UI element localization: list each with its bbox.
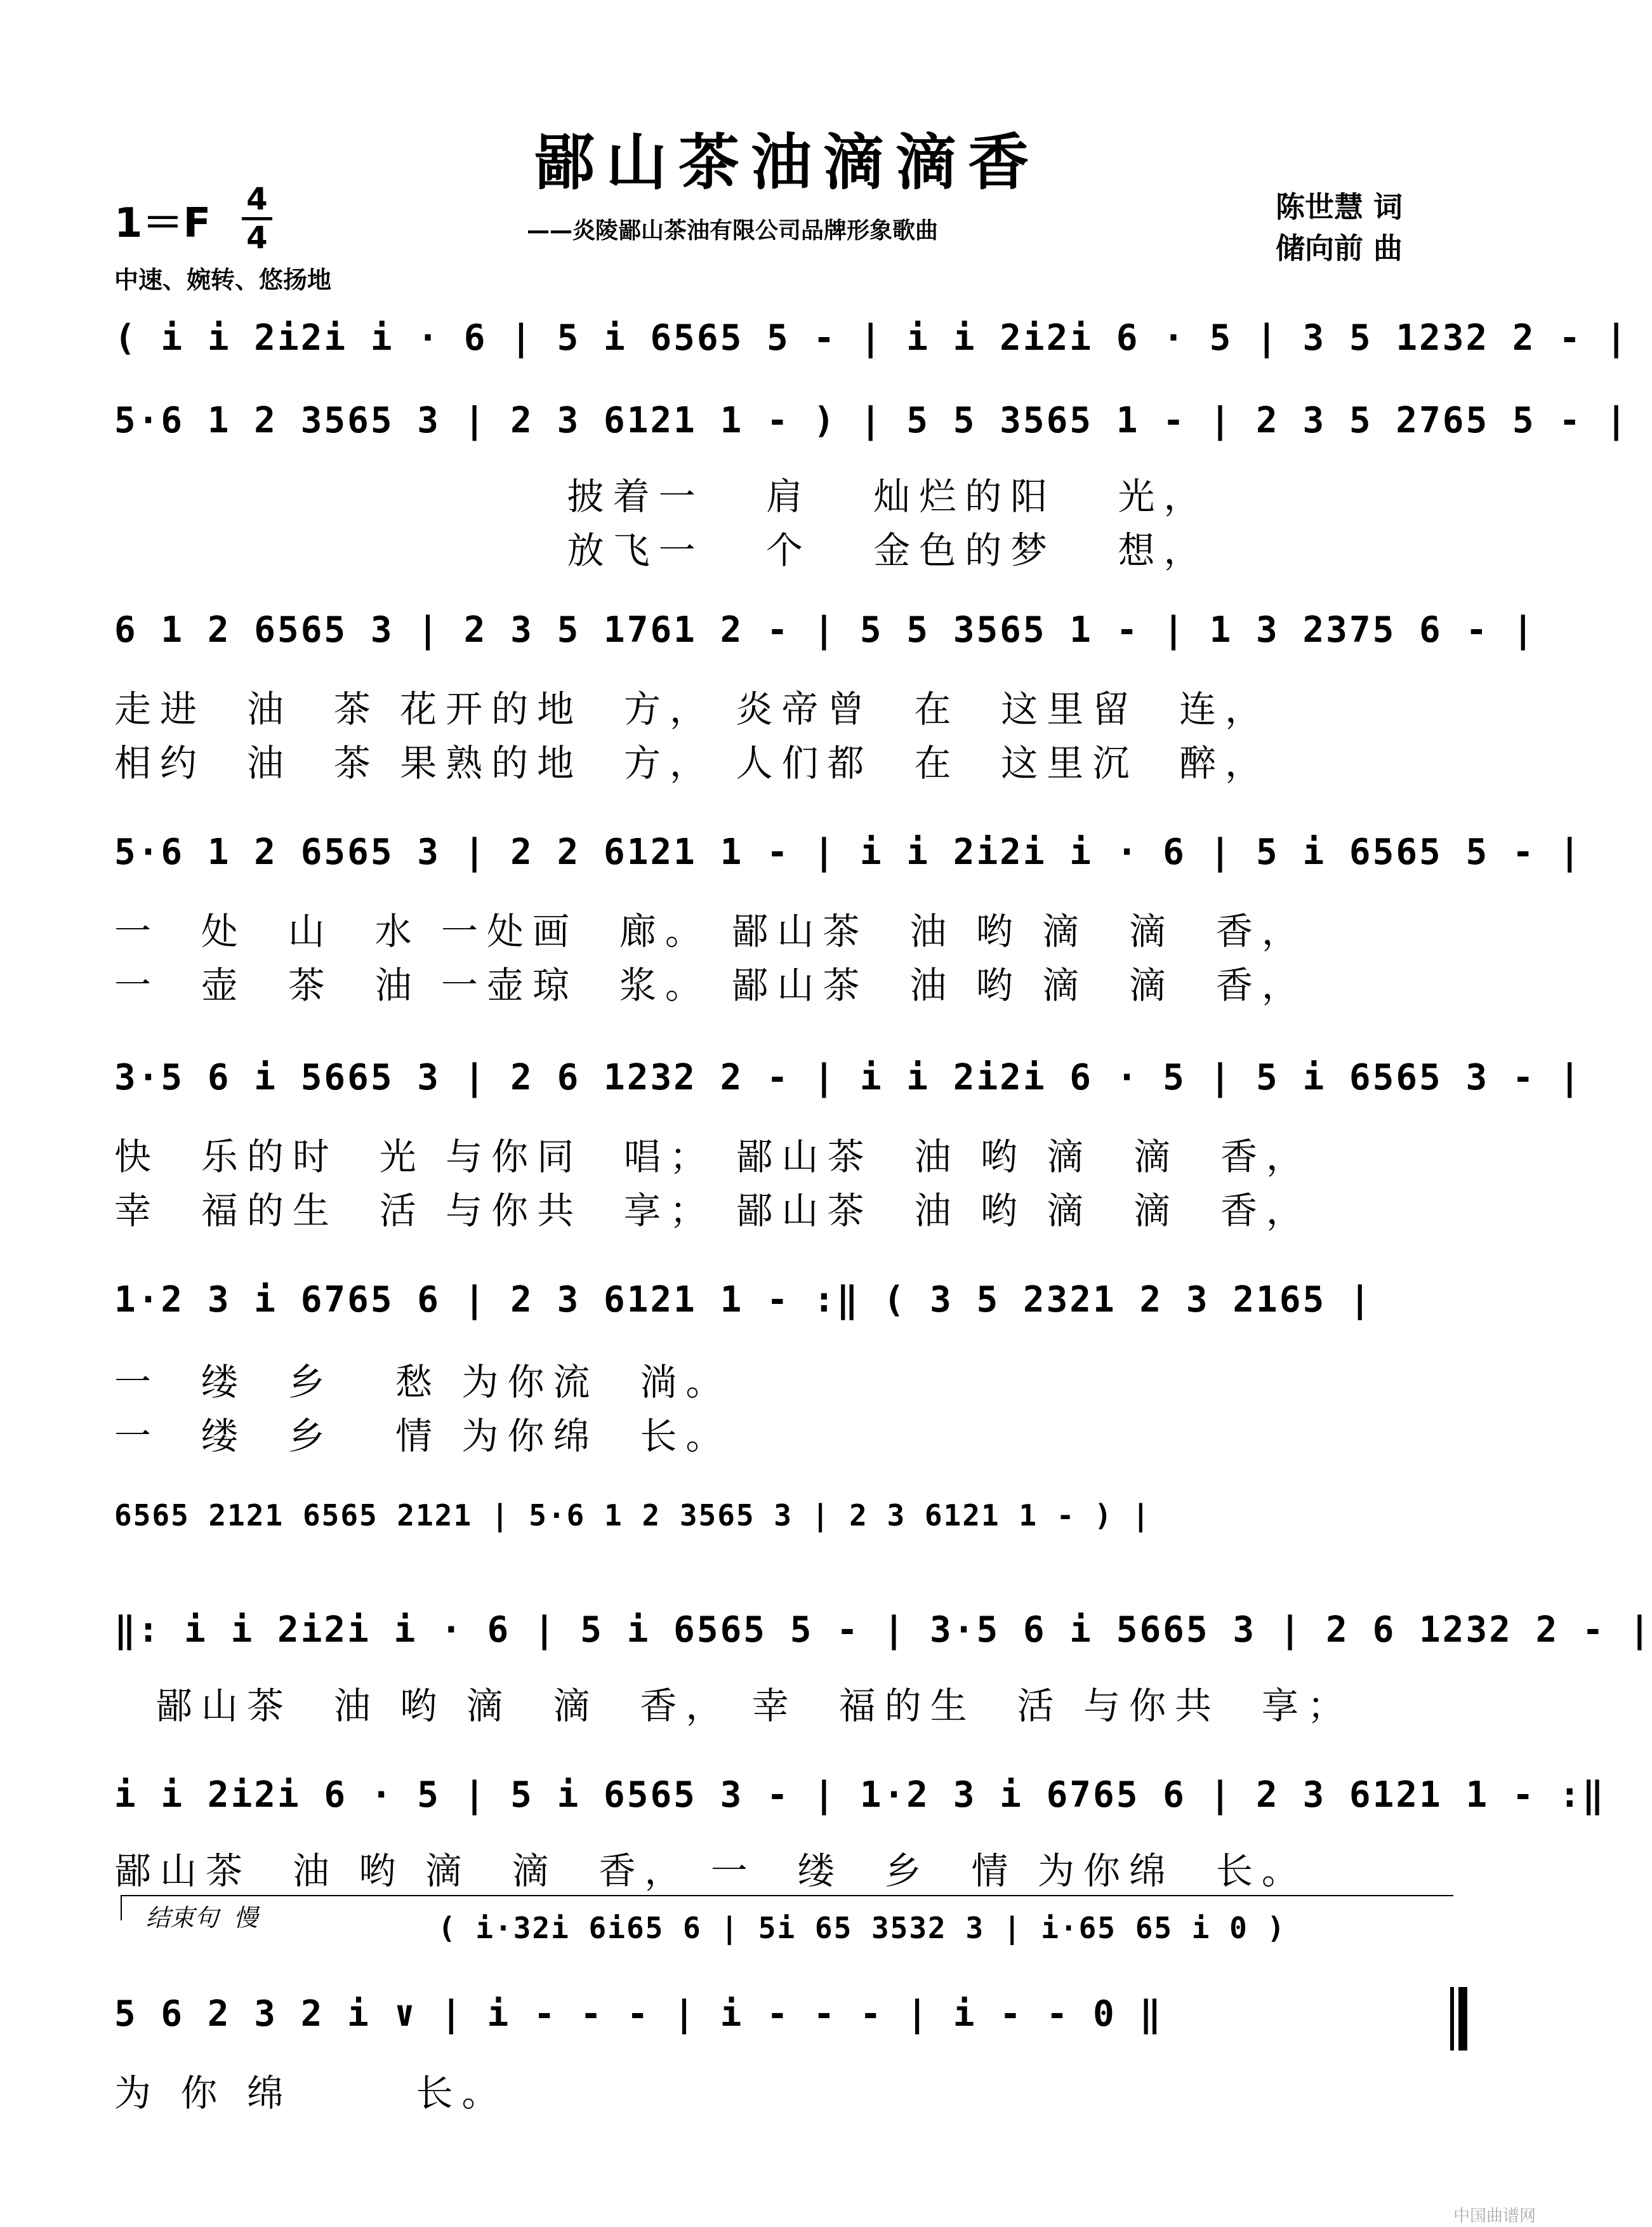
lyric-line-6b: 一 缕 乡 情 为你绵 长。 xyxy=(114,1414,732,1458)
watermark: 中国曲谱网 xyxy=(1453,2207,1536,2226)
time-top: 4 xyxy=(246,182,268,217)
lyric-line-2b: 放飞一 个 金色的梦 想， xyxy=(114,529,1210,572)
score-line-3: 6 1 2 6565 3 | 2 3 5 1761 2 - | 5 5 3565 1 - | 1 3 2375 6 - | xyxy=(114,609,1536,651)
coda-lyrics: 为 你 绵 长。 xyxy=(114,2071,508,2115)
score-line-7: 6565 2121 6565 2121 | 5·6 1 2 3565 3 | 2 3 6121 1 - ) | xyxy=(114,1498,1151,1532)
coda-notes: 5 6 2 3 2 i ∨ | i - - - | i - - - | i - - 0 ‖ xyxy=(114,1993,1163,2035)
key-signature: 1＝F xyxy=(114,200,211,247)
time-bottom: 4 xyxy=(246,220,268,256)
score-line-5: 3·5 6 i 5665 3 | 2 6 1232 2 - | i i 2i2i 6 · 5 | 5 i 6565 3 - | xyxy=(114,1057,1583,1098)
coda-bracket-tick xyxy=(121,1895,122,1920)
lyric-line-3b: 相约 油 茶 果熟的地 方， 人们都 在 这里沉 醉， xyxy=(114,741,1271,785)
lyric-line-4b: 一 壶 茶 油 一壶琼 浆。 鄙山茶 油 哟 滴 滴 香， xyxy=(114,964,1307,1007)
score-line-8: ‖: i i 2i2i i · 6 | 5 i 6565 5 - | 3·5 6 i 5665 3 | 2 6 1232 2 - | xyxy=(114,1609,1652,1651)
composer: 储向前 曲 xyxy=(1276,231,1403,265)
score-line-4: 5·6 1 2 6565 3 | 2 2 6121 1 - | i i 2i2i i · 6 | 5 i 6565 5 - | xyxy=(114,832,1583,873)
score-line-2: 5·6 1 2 3565 3 | 2 3 6121 1 - ) | 5 5 3565 1 - | 2 3 5 2765 5 - | xyxy=(114,400,1629,441)
lyric-line-3a: 走进 油 茶 花开的地 方， 炎帝曾 在 这里留 连， xyxy=(114,688,1271,731)
song-title: 鄙山茶油滴滴香 xyxy=(534,126,1040,198)
lyric-line-5a: 快 乐的时 光 与你同 唱； 鄙山茶 油 哟 滴 滴 香， xyxy=(114,1135,1312,1178)
final-barline-thick xyxy=(1458,1987,1467,2051)
lyric-line-6a: 一 缕 乡 愁 为你流 淌。 xyxy=(114,1360,732,1404)
subtitle: ——炎陵鄙山茶油有限公司品牌形象歌曲 xyxy=(527,218,939,244)
lyricist: 陈世慧 词 xyxy=(1276,190,1403,224)
score-line-1: ( i i 2i2i i · 6 | 5 i 6565 5 - | i i 2i2i 6 · 5 | 3 5 1232 2 - | xyxy=(114,317,1629,359)
time-signature xyxy=(238,183,276,255)
coda-bracket-line xyxy=(121,1895,1453,1896)
tempo-marking: 中速、婉转、悠扬地 xyxy=(114,266,332,294)
coda-upper-notes: ( i·32i 6i65 6 | 5i 65 3532 3 | i·65 65 i 0 ) xyxy=(438,1911,1286,1945)
score-line-6: 1·2 3 i 6765 6 | 2 3 6121 1 - :‖ ( 3 5 2321 2 3 2165 | xyxy=(114,1279,1373,1320)
lyric-line-9: 鄙山茶 油 哟 滴 滴 香， 一 缕 乡 情 为你绵 长。 xyxy=(114,1849,1307,1892)
coda-label: 结束句 慢 xyxy=(146,1904,258,1932)
final-barline-thin xyxy=(1450,1987,1454,2051)
lyric-line-4a: 一 处 山 水 一处画 廊。 鄙山茶 油 哟 滴 滴 香， xyxy=(114,910,1307,953)
lyric-line-8: 鄙山茶 油 哟 滴 滴 香， 幸 福的生 活 与你共 享； xyxy=(114,1684,1353,1727)
lyric-line-5b: 幸 福的生 活 与你共 享； 鄙山茶 油 哟 滴 滴 香， xyxy=(114,1189,1312,1232)
score-line-9: i i 2i2i 6 · 5 | 5 i 6565 3 - | 1·2 3 i 6765 6 | 2 3 6121 1 - :‖ xyxy=(114,1774,1606,1816)
lyric-line-2a: 披着一 肩 灿烂的阳 光， xyxy=(114,475,1210,518)
